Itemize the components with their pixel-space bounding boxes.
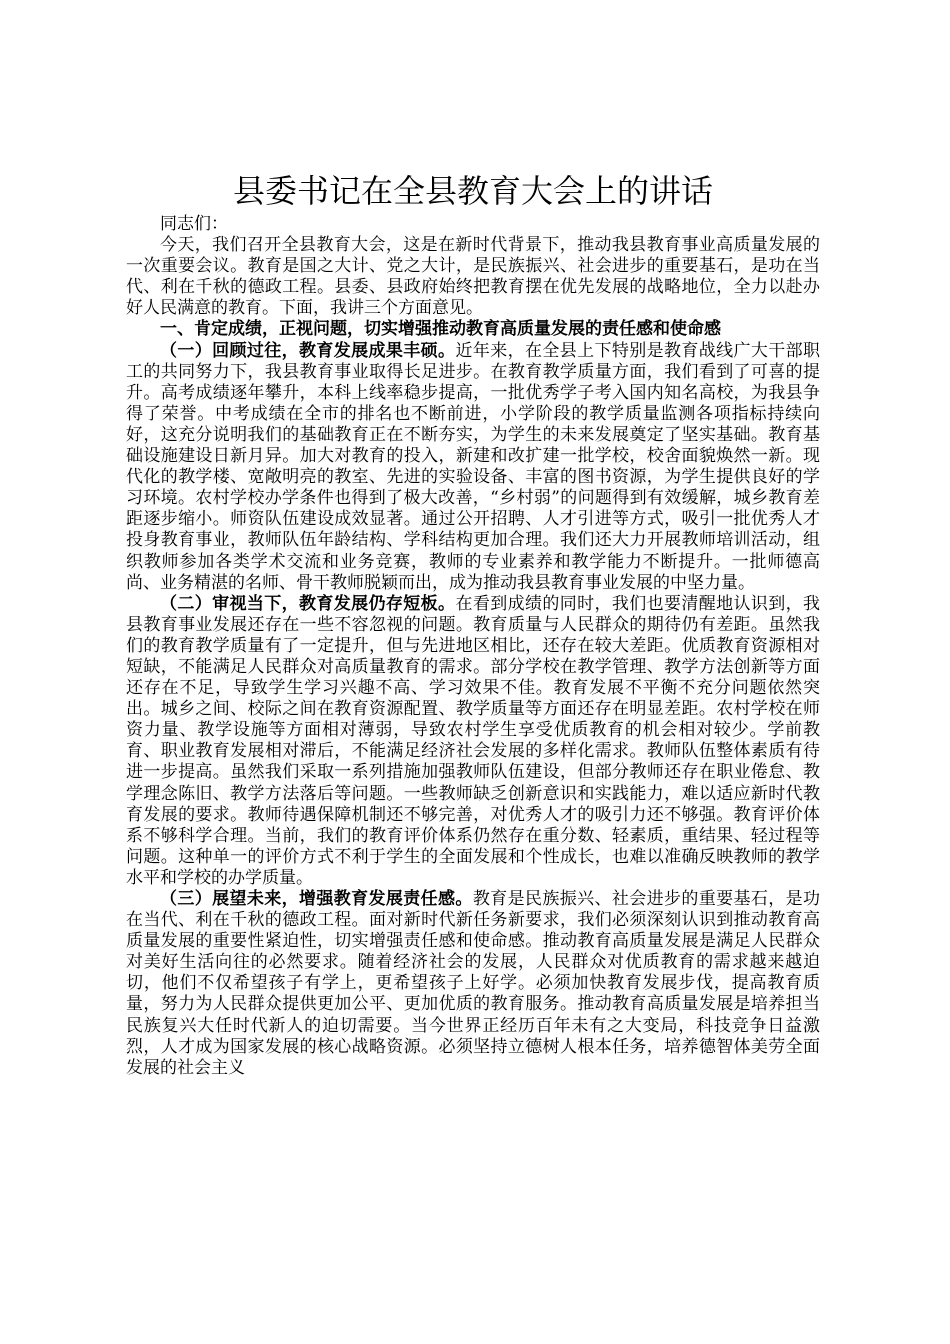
document-title: 县委书记在全县教育大会上的讲话 bbox=[232, 172, 713, 210]
subsection-3-paragraph bbox=[126, 889, 820, 1079]
subsection-2-body: 在看到成绩的同时，我们也要清醒地认识到，我县教育事业发展还存在一些不容忽视的问题。教育质量与人民群众的期待仍有差距。虽然我们的教育教学质量有了一定提升，但与先进地区相比，还存在较大差距。优质教育资源相对短缺，不能满足人民群众对高质量教育的需求。部分学校在教学管理、教学方法创新等方面还存在不足，导致学生学习兴趣不高、学习效果不佳。教育发展不平衡不充分问题依然突出。城乡之间、校际之间在教育资源配置、教学质量等方面还存在明显差距。农村学校在师资力量、教学设施等方面相对薄弱，导致农村学生享受优质教育的机会相对较少。学前教育、职业教育发展相对滞后，不能满足经济社会发展的多样化需求。教师队伍整体素质有待进一步提高。虽然我们采取一系列措施加强教师队伍建设，但部分教师还存在职业倦怠、教学理念陈旧、教学方法落后等问题。一些教师缺乏创新意识和实践能力，难以适应新时代教育发展的要求。教师待遇保障机制还不够完善，对优秀人才的吸引力还不够强。教育评价体系不够科学合理。当前，我们的教育评价体系仍然存在重分数、轻素质，重结果、轻过程等问题。这种单一的评价方式不利于学生的全面发展和个性成长，也难以准确反映教师的教学水平和学校的办学质量。 bbox=[126, 593, 821, 888]
subsection-3-body: 教育是民族振兴、社会进步的重要基石，是功在当代、利在千秋的德政工程。面对新时代新任务新要求，我们必须深刻认识到推动教育高质量发展的重要性紧迫性，切实增强责任感和使命感。推动教育高质量发展是满足人民群众对美好生活向往的必然要求。随着经济社会的发展，人民群众对优质教育的需求越来越迫切，他们不仅希望孩子有学上，更希望孩子上好学。必须加快教育发展步伐，提高教育质量，努力为人民群众提供更加公平、更加优质的教育服务。推动教育高质量发展是培养担当民族复兴大任时代新人的迫切需要。当今世界正经历百年未有之大变局，科技竞争日益激烈，人才成为国家发展的核心战略资源。必须坚持立德树人根本任务，培养德智体美劳全面发展的社会主义 bbox=[126, 889, 821, 1078]
document-body bbox=[126, 168, 820, 1079]
subsection-1-lead: （一）回顾过往，教育发展成果丰硕。 bbox=[160, 340, 456, 361]
subsection-3-lead: （三）展望未来，增强教育发展责任感。 bbox=[160, 889, 473, 909]
salutation: 同志们： bbox=[160, 214, 228, 234]
subsection-1-body: 近年来，在全县上下特别是教育战线广大干部职工的共同努力下，我县教育事业取得长足进步。在教育教学质量方面，我们看到了可喜的提升。高考成绩逐年攀升，本科上线率稳步提高，一批优秀学子考入国内知名高校，为我县争得了荣誉。中考成绩在全市的排名也不断前进，小学阶段的教学质量监测各项指标持续向好，这充分说明我们的基础教育正在不断夯实，为学生的未来发展奠定了坚实基础。教育基础设施建设日新月异。加大对教育的投入，新建和改扩建一批学校，校舍面貌焕然一新。现代化的教学楼、宽敞明亮的教室、先进的实验设备、丰富的图书资源，为学生提供良好的学习环境。农村学校办学条件也得到了极大改善，“乡村弱”的问题得到有效缓解，城乡教育差距逐步缩小。师资队伍建设成效显著。通过公开招聘、人才引进等方式，吸引一批优秀人才投身教育事业，教师队伍年龄结构、学科结构更加合理。我们还大力开展教师培训活动，组织教师参加各类学术交流和业务竞赛，教师的专业素养和教学能力不断提升。一批师德高尚、业务精湛的名师、骨干教师脱颖而出，成为推动我县教育事业发展的中坚力量。 bbox=[126, 340, 821, 593]
subsection-2-lead: （二）审视当下，教育发展仍存短板。 bbox=[160, 593, 456, 614]
subsection-1-paragraph bbox=[126, 341, 820, 594]
intro-paragraph: 今天，我们召开全县教育大会，这是在新时代背景下，推动我县教育事业高质量发展的一次重要会议。教育是国之大计、党之大计，是民族振兴、社会进步的重要基石，是功在当代、利在千秋的德政工程。县委、县政府始终把教育摆在优先发展的战略地位，全力以赴办好人民满意的教育。下面，我讲三个方面意见。 bbox=[126, 235, 820, 319]
subsection-2-paragraph bbox=[126, 594, 820, 889]
section-1-heading: 一、肯定成绩，正视问题，切实增强推动教育高质量发展的责任感和使命感 bbox=[160, 319, 721, 340]
